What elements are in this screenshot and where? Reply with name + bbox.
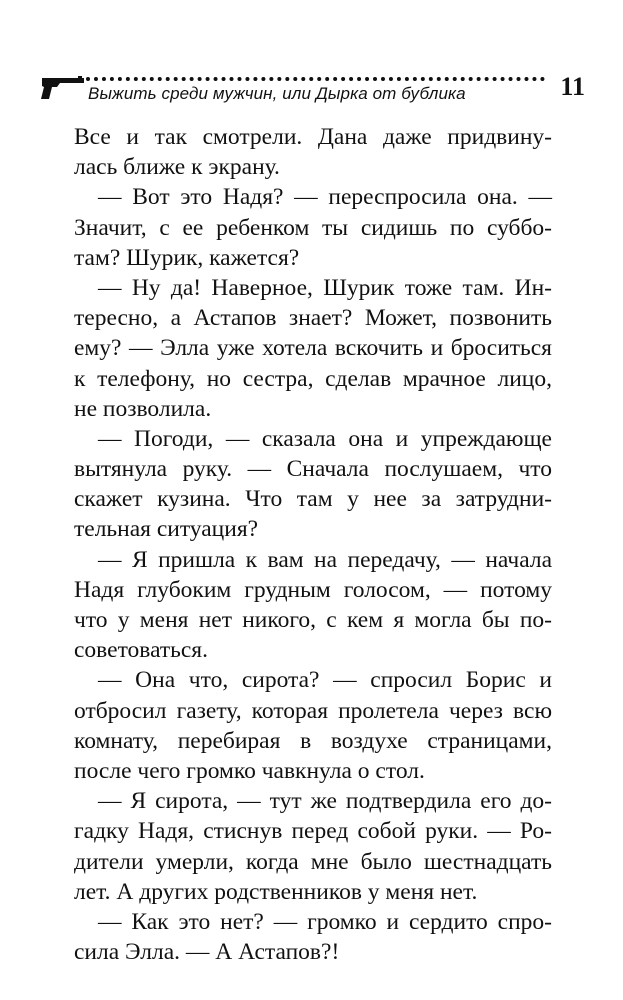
page-number: 11 (560, 72, 585, 101)
text-line: не позволила. (74, 395, 212, 422)
text-line: советоваться. (74, 637, 208, 664)
header-dot-leader (86, 77, 545, 81)
text-line: после чего громко чавкнула о стол. (74, 757, 425, 784)
text-line: — Как это нет? — громко и сердито спро- (98, 908, 552, 935)
text-line: — Я пришла к вам на передачу, — начала (98, 546, 552, 573)
text-line: лет. А других родственников у меня нет. (74, 878, 478, 905)
text-line: к телефону, но сестра, сделав мрачное лицо, (74, 365, 552, 392)
running-title: Выжить среди мужчин, или Дырка от бублика (88, 84, 466, 103)
text-line: лась ближе к экрану. (74, 154, 280, 181)
pistol-icon (40, 74, 86, 100)
text-line: — Погоди, — сказала она и упреждающе (98, 425, 552, 452)
text-line: тересно, а Астапов знает? Может, позвонить (74, 305, 552, 332)
text-line: — Вот это Надя? — переспросила она. — (98, 184, 552, 211)
text-line: гадку Надя, стиснув перед собой руки. — Ро- (74, 818, 552, 845)
text-line: Надя глубоким грудным голосом, — потому (74, 576, 552, 603)
text-line: скажет кузина. Что там у нее за затрудни- (74, 486, 552, 513)
running-header (40, 70, 585, 106)
text-line: дители умерли, когда мне было шестнадцать (74, 848, 552, 875)
body-text (74, 122, 552, 967)
text-line: вытянула руку. — Сначала послушаем, что (74, 456, 552, 483)
text-line: сила Элла. — А Астапов?! (74, 939, 340, 966)
text-line: ему? — Элла уже хотела вскочить и броситься (74, 335, 552, 362)
text-line: — Ну да! Наверное, Шурик тоже там. Ин- (98, 274, 552, 301)
text-line: что у меня нет никого, с кем я могла бы по- (74, 607, 552, 633)
text-line: — Она что, сирота? — спросил Борис и (98, 667, 552, 694)
text-line: комнату, перебирая в воздухе страницами, (74, 727, 552, 754)
text-line: отбросил газету, которая пролетела через всю (74, 697, 552, 724)
text-line: — Я сирота, — тут же подтвердила его до- (98, 788, 552, 815)
text-line: Все и так смотрели. Дана даже придвину- (74, 124, 552, 150)
text-line: Значит, с ее ребенком ты сидишь по суббо- (74, 214, 552, 241)
text-line: там? Шурик, кажется? (74, 244, 300, 271)
text-line: тельная ситуация? (74, 516, 259, 543)
